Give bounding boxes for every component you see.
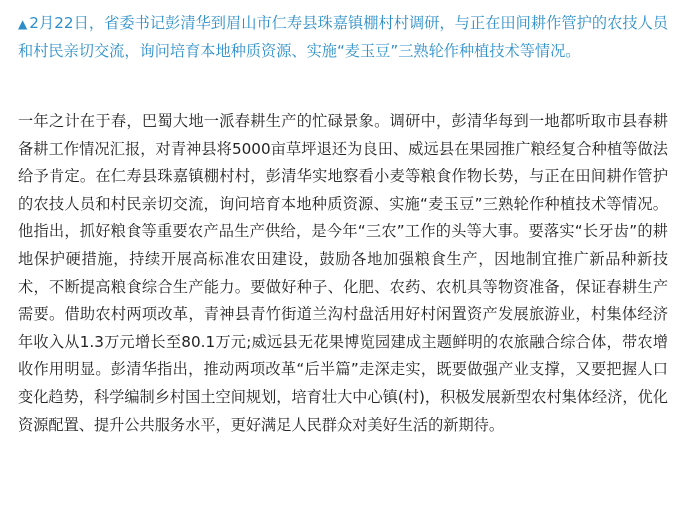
caption-text: 2月22日，省委书记彭清华到眉山市仁寿县珠嘉镇棚村村调研，与正在田间耕作管护的农技人员和村民亲切交流，询问培育本地种质资源、实施“麦玉豆”三熟轮作种植技术等情况。 (18, 14, 668, 60)
photo-caption (18, 10, 668, 65)
article-paragraph: 一年之计在于春，巴蜀大地一派春耕生产的忙碌景象。调研中，彭清华每到一地都听取市县春耕备耕工作情况汇报，对青神县将5000亩草坪退还为良田、威远县在果园推广粮经复合种植等做法给予肯定。在仁寿县珠嘉镇棚村村，彭清华实地察看小麦等粮食作物长势，与正在田间耕作管护的农技人员和村民亲切交流，询问培育本地种质资源、实施“麦玉豆”三熟轮作种植技术等情况。他指出，抓好粮食等重要农产品生产供给，是今年“三农”工作的头等大事。要落实“长牙齿”的耕地保护硬措施，持续开展高标准农田建设，鼓励各地加强粮食生产，因地制宜推广新品种新技术，不断提高粮食综合生产能力。要做好种子、化肥、农药、农机具等物资准备，保证春耕生产需要。借助农村两项改革，青神县青竹街道兰沟村盘活用好村闲置资产发展旅游业，村集体经济年收入从1.3万元增长至80.1万元;威远县无花果博览园建成主题鲜明的农旅融合综合体，带农增收作用明显。彭清华指出，推动两项改革“后半篇”走深走实，既要做强产业支撑，又要把握人口变化趋势，科学编制乡村国土空间规划，培育壮大中心镇(村)，积极发展新型农村集体经济，优化资源配置、提升公共服务水平，更好满足人民群众对美好生活的新期待。 (18, 112, 668, 434)
caption-arrow-icon: ▲ (18, 17, 28, 31)
